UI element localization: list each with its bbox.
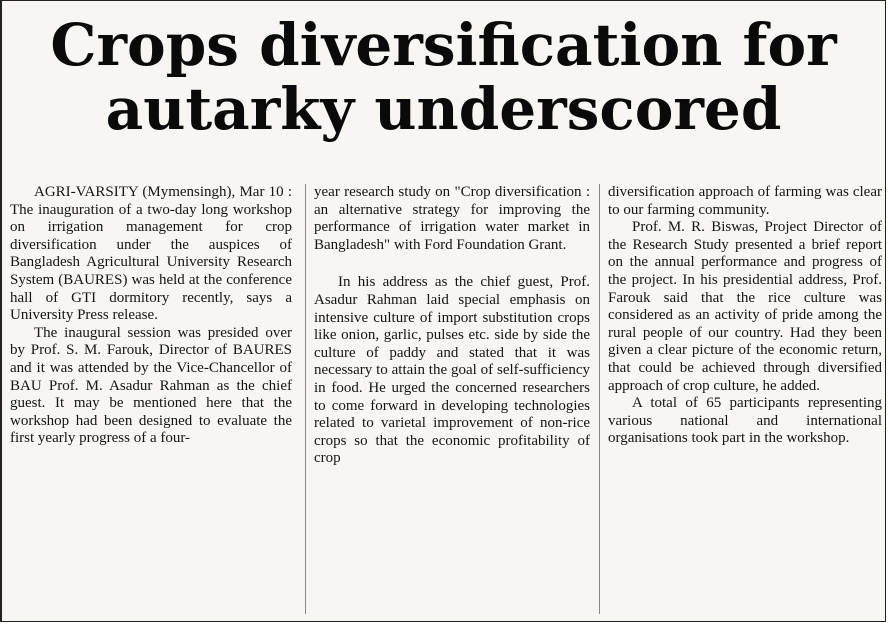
paragraph-study-title: year research study on "Crop diversification : an alternative strategy for improving the performance of irrigation water market in Bangladesh" with Ford Foundation Grant. — [314, 184, 590, 253]
column-1 — [10, 184, 292, 448]
headline-line-1: Crops diversification for — [50, 11, 837, 79]
paragraph-dateline: AGRI-VARSITY (Mymensingh), Mar 10 : The inauguration of a two-day long workshop on irrigation management for crop diversification under the auspices of Bangladesh Agricultural University Research System (BAURES) was held at the conference hall of GTI dormitory recently, says a University Press release. — [10, 184, 292, 324]
article-body — [10, 184, 882, 620]
paragraph-chief-guest: In his address as the chief guest, Prof. Asadur Rahman laid special emphasis on intensive culture of import substitution crops like onion, garlic, pulses etc. side by side the culture of paddy and stated that it was necessary to attain the goal of self-sufficiency in food. He urged the concerned researchers to come forward in developing technologies related to varietal improvement of non-rice crops so that the economic profitability of crop — [314, 274, 590, 467]
column-divider — [599, 184, 600, 614]
column-divider — [305, 184, 306, 614]
column-3 — [608, 184, 882, 448]
headline — [2, 1, 885, 141]
paragraph-continuation: diversification approach of farming was clear to our farming community. — [608, 184, 882, 218]
paragraph-inaugural-session: The inaugural session was presided over by Prof. S. M. Farouk, Director of BAURES and it was attended by the Vice-Chancellor of BAU Prof. M. Asadur Rahman as the chief guest. It may be mentioned here that the workshop had been designed to evaluate the first yearly progress of a four- — [10, 324, 292, 447]
headline-line-2: autarky underscored — [105, 75, 782, 143]
column-2 — [314, 184, 590, 468]
paragraph-project-director: Prof. M. R. Biswas, Project Director of the Research Study presented a brief report on the annual performance and progress of the project. In his presidential address, Prof. Farouk said that the rice culture was considered as an activity of pride among the rural people of our country. Had they been given a clear picture of the economic return, that could be achieved through diversified approach of crop culture, he added. — [608, 219, 882, 394]
paragraph-participants: A total of 65 participants representing various national and international organisations took part in the workshop. — [608, 395, 882, 447]
